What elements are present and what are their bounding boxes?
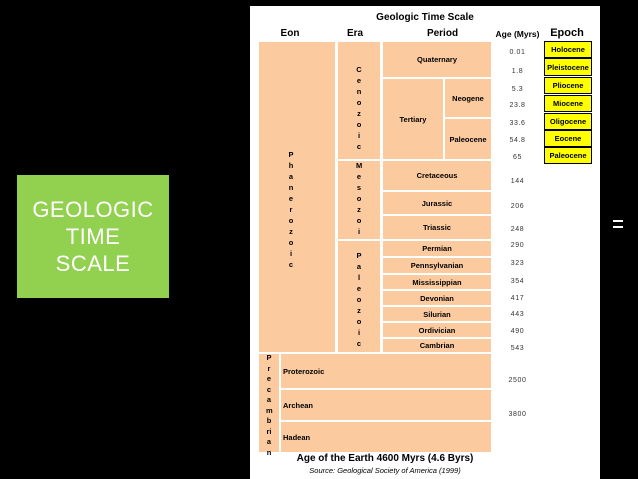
slide-title-line: SCALE (55, 251, 131, 276)
period-cretaceous: Cretaceous (382, 160, 492, 191)
age-label: 144 (510, 178, 525, 185)
age-label: 33.6 (509, 120, 526, 127)
age-label: 65 (513, 154, 522, 161)
period-tertiary: Tertiary (382, 78, 444, 160)
age-label: 206 (510, 203, 525, 210)
age-label: 417 (510, 295, 525, 302)
age-label: 354 (510, 278, 525, 285)
epoch-pleistocene: Pleistocene (544, 58, 592, 76)
source-caption: Source: Geological Society of America (1999) (309, 466, 461, 475)
epoch-holocene: Holocene (544, 41, 592, 58)
slide-title-line: TIME (65, 224, 121, 249)
period-jurassic: Jurassic (382, 191, 492, 215)
era-cenozoic-label: Cenozoic (356, 65, 362, 151)
period-paleocene: Paleocene (444, 118, 492, 160)
decorative-chevron (613, 226, 623, 228)
epoch-pliocene: Pliocene (544, 77, 592, 94)
age-label: 543 (510, 345, 525, 352)
age-label: 443 (510, 311, 525, 318)
age-label: 23.8 (509, 102, 526, 109)
age-label: 290 (510, 242, 525, 249)
period-silurian: Silurian (382, 306, 492, 322)
decorative-chevron (613, 220, 623, 222)
header-eon: Eon (280, 28, 300, 39)
era-proterozoic-label: Proterozoic (283, 366, 325, 376)
age-label: 0.01 (509, 49, 526, 56)
eon-phanerozoic-label: Phanerozoic (288, 150, 294, 269)
header-epoch: Epoch (550, 27, 584, 39)
era-hadean-label: Hadean (283, 432, 311, 442)
era-mesozoic-label: Mesozoi (356, 161, 363, 236)
header-era: Era (346, 28, 364, 39)
epoch-eocene: Eocene (544, 130, 592, 147)
age-label: 248 (510, 226, 525, 233)
age-label: 1.8 (511, 68, 524, 75)
era-archean-label: Archean (283, 400, 314, 410)
period-permian: Permian (382, 240, 492, 257)
age-label: 323 (510, 260, 525, 267)
epoch-paleocene: Paleocene (544, 147, 592, 164)
period-neogene: Neogene (444, 78, 492, 118)
period-ordivician: Ordivician (382, 322, 492, 338)
era-paleozoic-label: Paleozoic (356, 251, 362, 348)
period-triassic: Triassic (382, 215, 492, 240)
age-label: 2500 (508, 377, 527, 384)
era-proterozoic (280, 353, 492, 389)
chart-title: Geologic Time Scale (376, 12, 474, 23)
geologic-time-scale-chart (250, 6, 600, 479)
period-pennsylvanian: Pennsylvanian (382, 257, 492, 274)
epoch-miocene: Miocene (544, 95, 592, 112)
eon-precambrian-label: Precambrian (266, 353, 273, 457)
epoch-oligocene: Oligocene (544, 113, 592, 130)
age-label: 3800 (508, 411, 527, 418)
slide-title-line: GEOLOGIC (32, 197, 154, 222)
period-quaternary: Quaternary (382, 41, 492, 78)
period-devonian: Devonian (382, 290, 492, 306)
age-label: 490 (510, 328, 525, 335)
header-period: Period (426, 28, 459, 39)
age-of-earth-caption: Age of the Earth 4600 Myrs (4.6 Byrs) (296, 453, 474, 464)
slide-title-box (17, 175, 169, 298)
age-label: 54.8 (509, 137, 526, 144)
header-age: Age (Myrs) (495, 29, 540, 39)
era-hadean (280, 421, 492, 453)
period-cambrian: Cambrian (382, 338, 492, 353)
era-archean (280, 389, 492, 421)
age-label: 5.3 (511, 86, 524, 93)
period-mississippian: Mississippian (382, 274, 492, 290)
